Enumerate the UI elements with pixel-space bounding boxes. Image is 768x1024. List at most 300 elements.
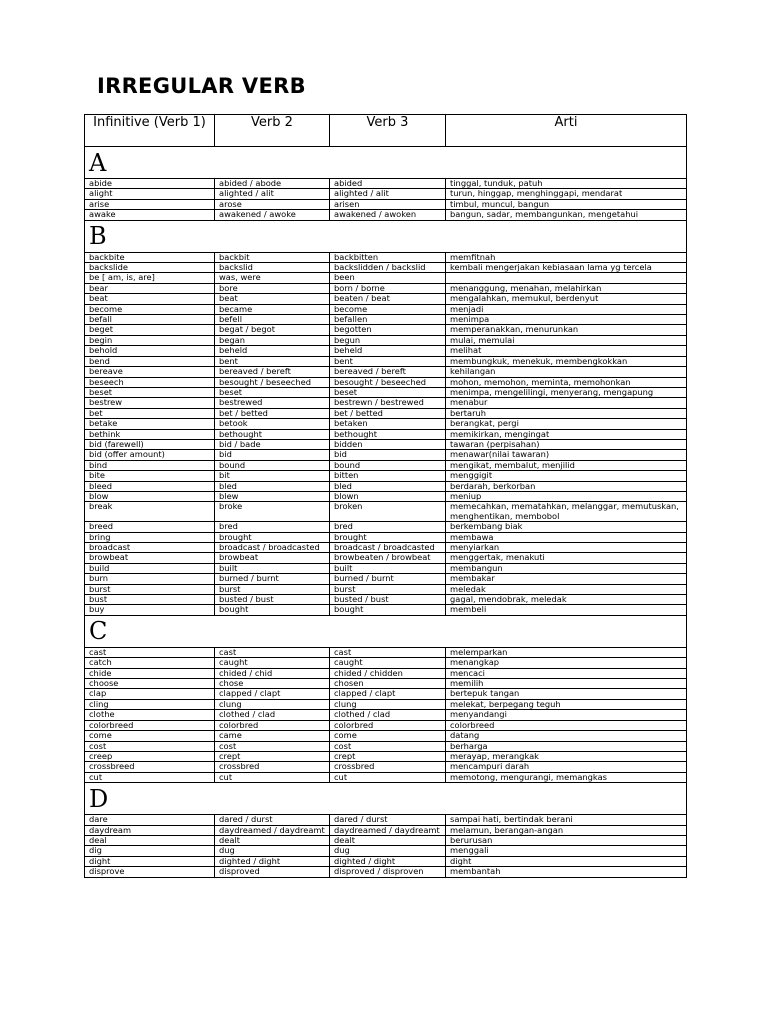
infinitive-cell: buy	[85, 605, 215, 615]
verb-2-cell: befell	[215, 315, 330, 325]
header-verb-3: Verb 3	[330, 115, 446, 147]
verb-2-cell: bent	[215, 356, 330, 366]
verb-2-cell: came	[215, 731, 330, 741]
table-row	[85, 315, 687, 325]
table-row	[85, 522, 687, 532]
table-row	[85, 710, 687, 720]
verb-3-cell: bound	[330, 460, 446, 470]
table-row	[85, 387, 687, 397]
arti-cell: memperanakkan, menurunkan	[446, 325, 687, 335]
table-row	[85, 563, 687, 573]
table-row	[85, 658, 687, 668]
table-row	[85, 367, 687, 377]
verb-3-cell: begotten	[330, 325, 446, 335]
verb-3-cell: alighted / alit	[330, 189, 446, 199]
section-letter-row	[85, 220, 687, 252]
arti-cell: bertepuk tangan	[446, 689, 687, 699]
infinitive-cell: backslide	[85, 263, 215, 273]
table-row	[85, 439, 687, 449]
verb-2-cell: bought	[215, 605, 330, 615]
arti-cell: mohon, memohon, meminta, memohonkan	[446, 377, 687, 387]
section-letter: D	[85, 783, 687, 815]
verb-3-cell: abided	[330, 179, 446, 189]
arti-cell: menanggung, menahan, melahirkan	[446, 283, 687, 293]
verb-2-cell: bet / betted	[215, 408, 330, 418]
table-row	[85, 460, 687, 470]
arti-cell: menabur	[446, 398, 687, 408]
verb-3-cell: clung	[330, 699, 446, 709]
verb-2-cell: clothed / clad	[215, 710, 330, 720]
verb-2-cell: dared / durst	[215, 815, 330, 825]
table-row	[85, 283, 687, 293]
arti-cell: menggali	[446, 846, 687, 856]
arti-cell: berangkat, pergi	[446, 419, 687, 429]
arti-cell: memilih	[446, 679, 687, 689]
infinitive-cell: browbeat	[85, 553, 215, 563]
infinitive-cell: beseech	[85, 377, 215, 387]
table-row	[85, 689, 687, 699]
infinitive-cell: bestrew	[85, 398, 215, 408]
table-row	[85, 408, 687, 418]
arti-cell: tinggal, tunduk, patuh	[446, 179, 687, 189]
table-row	[85, 846, 687, 856]
arti-cell: memotong, mengurangi, memangkas	[446, 772, 687, 782]
table-row	[85, 325, 687, 335]
arti-cell: sampai hati, bertindak berani	[446, 815, 687, 825]
verb-2-cell: broadcast / broadcasted	[215, 543, 330, 553]
infinitive-cell: disprove	[85, 867, 215, 877]
table-row	[85, 867, 687, 877]
table-row	[85, 699, 687, 709]
infinitive-cell: colorbreed	[85, 720, 215, 730]
table-body	[85, 147, 687, 878]
page-title: IRREGULAR VERB	[97, 74, 306, 98]
verb-3-cell: bred	[330, 522, 446, 532]
table-row	[85, 398, 687, 408]
infinitive-cell: creep	[85, 751, 215, 761]
section-letter-row	[85, 783, 687, 815]
arti-cell: mengalahkan, memukul, berdenyut	[446, 294, 687, 304]
infinitive-cell: bleed	[85, 481, 215, 491]
table-row	[85, 252, 687, 262]
header-verb-2: Verb 2	[215, 115, 330, 147]
table-row	[85, 574, 687, 584]
table-row	[85, 210, 687, 220]
infinitive-cell: become	[85, 304, 215, 314]
infinitive-cell: abide	[85, 179, 215, 189]
verb-3-cell: dealt	[330, 835, 446, 845]
table-row	[85, 450, 687, 460]
verb-3-cell: become	[330, 304, 446, 314]
verb-2-cell: alighted / alit	[215, 189, 330, 199]
verb-2-cell: beset	[215, 387, 330, 397]
verb-2-cell: dighted / dight	[215, 856, 330, 866]
arti-cell: bangun, sadar, membangunkan, mengetahui	[446, 210, 687, 220]
infinitive-cell: cast	[85, 647, 215, 657]
verb-3-cell: bet / betted	[330, 408, 446, 418]
table-row	[85, 762, 687, 772]
infinitive-cell: be [ am, is, are]	[85, 273, 215, 283]
infinitive-cell: bite	[85, 471, 215, 481]
arti-cell: melemparkan	[446, 647, 687, 657]
infinitive-cell: dare	[85, 815, 215, 825]
verb-2-cell: bethought	[215, 429, 330, 439]
table-row	[85, 294, 687, 304]
infinitive-cell: breed	[85, 522, 215, 532]
arti-cell: meniup	[446, 491, 687, 501]
infinitive-cell: bind	[85, 460, 215, 470]
verb-3-cell: bestrewn / bestrewed	[330, 398, 446, 408]
verb-3-cell: bereaved / bereft	[330, 367, 446, 377]
table-row	[85, 273, 687, 283]
verb-3-cell: begun	[330, 335, 446, 345]
verb-2-cell: cost	[215, 741, 330, 751]
infinitive-cell: cost	[85, 741, 215, 751]
infinitive-cell: bet	[85, 408, 215, 418]
arti-cell: membawa	[446, 532, 687, 542]
verb-3-cell: beset	[330, 387, 446, 397]
arti-cell: mengikat, membalut, menjilid	[446, 460, 687, 470]
table-row	[85, 741, 687, 751]
table-row	[85, 731, 687, 741]
verb-2-cell: became	[215, 304, 330, 314]
table-row	[85, 491, 687, 501]
arti-cell: berurusan	[446, 835, 687, 845]
table-row	[85, 772, 687, 782]
table-row	[85, 419, 687, 429]
arti-cell: meledak	[446, 584, 687, 594]
verb-3-cell: bled	[330, 481, 446, 491]
verb-3-cell: bid	[330, 450, 446, 460]
infinitive-cell: bear	[85, 283, 215, 293]
verb-3-cell: browbeaten / browbeat	[330, 553, 446, 563]
verb-3-cell: dug	[330, 846, 446, 856]
verb-3-cell: backbitten	[330, 252, 446, 262]
arti-cell: mencaci	[446, 668, 687, 678]
verb-3-cell: clothed / clad	[330, 710, 446, 720]
verb-2-cell: bred	[215, 522, 330, 532]
verb-3-cell: born / borne	[330, 283, 446, 293]
verb-3-cell: dighted / dight	[330, 856, 446, 866]
arti-cell: menimpa	[446, 315, 687, 325]
verb-2-cell: caught	[215, 658, 330, 668]
arti-cell: merayap, merangkak	[446, 751, 687, 761]
verb-2-cell: chided / chid	[215, 668, 330, 678]
table-row	[85, 481, 687, 491]
table-row	[85, 502, 687, 522]
table-row	[85, 584, 687, 594]
verb-2-cell: broke	[215, 502, 330, 522]
table-row	[85, 647, 687, 657]
verb-2-cell: bound	[215, 460, 330, 470]
infinitive-cell: broadcast	[85, 543, 215, 553]
verb-3-cell: dared / durst	[330, 815, 446, 825]
arti-cell: memikirkan, mengingat	[446, 429, 687, 439]
verb-3-cell: caught	[330, 658, 446, 668]
verb-2-cell: colorbred	[215, 720, 330, 730]
infinitive-cell: beat	[85, 294, 215, 304]
infinitive-cell: beset	[85, 387, 215, 397]
verb-3-cell: befallen	[330, 315, 446, 325]
infinitive-cell: cut	[85, 772, 215, 782]
infinitive-cell: break	[85, 502, 215, 522]
verb-2-cell: bereaved / bereft	[215, 367, 330, 377]
verb-2-cell: dug	[215, 846, 330, 856]
arti-cell: mencampuri darah	[446, 762, 687, 772]
arti-cell: melamun, berangan-angan	[446, 825, 687, 835]
arti-cell: menawar(nilai tawaran)	[446, 450, 687, 460]
verb-2-cell: dealt	[215, 835, 330, 845]
verb-2-cell: bid / bade	[215, 439, 330, 449]
infinitive-cell: bring	[85, 532, 215, 542]
arti-cell: membantah	[446, 867, 687, 877]
arti-cell: menggertak, menakuti	[446, 553, 687, 563]
verb-3-cell: blown	[330, 491, 446, 501]
verb-2-cell: crept	[215, 751, 330, 761]
arti-cell: melihat	[446, 346, 687, 356]
infinitive-cell: bust	[85, 595, 215, 605]
verb-3-cell: cast	[330, 647, 446, 657]
verb-2-cell: cut	[215, 772, 330, 782]
verb-2-cell: bit	[215, 471, 330, 481]
table-row	[85, 720, 687, 730]
header-arti: Arti	[446, 115, 687, 147]
verb-3-cell: betaken	[330, 419, 446, 429]
verb-3-cell: awakened / awoken	[330, 210, 446, 220]
infinitive-cell: beget	[85, 325, 215, 335]
verb-3-cell: busted / bust	[330, 595, 446, 605]
verb-3-cell: daydreamed / daydreamt	[330, 825, 446, 835]
verb-2-cell: betook	[215, 419, 330, 429]
verb-2-cell: busted / bust	[215, 595, 330, 605]
verb-2-cell: began	[215, 335, 330, 345]
arti-cell: memecahkan, mematahkan, melanggar, memutuskan, menghentikan, membobol	[446, 502, 687, 522]
section-letter: B	[85, 220, 687, 252]
verb-2-cell: backbit	[215, 252, 330, 262]
arti-cell: menjadi	[446, 304, 687, 314]
verb-2-cell: brought	[215, 532, 330, 542]
verb-2-cell: beat	[215, 294, 330, 304]
infinitive-cell: bid (offer amount)	[85, 450, 215, 460]
verb-2-cell: chose	[215, 679, 330, 689]
arti-cell: menggigit	[446, 471, 687, 481]
verb-2-cell: crossbred	[215, 762, 330, 772]
verb-2-cell: backslid	[215, 263, 330, 273]
verb-2-cell: browbeat	[215, 553, 330, 563]
arti-cell: turun, hinggap, menghinggapi, mendarat	[446, 189, 687, 199]
header-infinitive: Infinitive (Verb 1)	[85, 115, 215, 147]
table-row	[85, 356, 687, 366]
verb-3-cell: broadcast / broadcasted	[330, 543, 446, 553]
infinitive-cell: choose	[85, 679, 215, 689]
arti-cell: colorbreed	[446, 720, 687, 730]
arti-cell: melekat, berpegang teguh	[446, 699, 687, 709]
infinitive-cell: come	[85, 731, 215, 741]
table-row	[85, 751, 687, 761]
arti-cell: kembali mengerjakan kebiasaan lama yg tercela	[446, 263, 687, 273]
arti-cell: menyandangi	[446, 710, 687, 720]
table-row	[85, 532, 687, 542]
table-header-row	[85, 115, 687, 147]
verb-3-cell: crept	[330, 751, 446, 761]
arti-cell: menimpa, mengelilingi, menyerang, mengapung	[446, 387, 687, 397]
table-row	[85, 668, 687, 678]
arti-cell: berkembang biak	[446, 522, 687, 532]
verb-3-cell: chided / chidden	[330, 668, 446, 678]
verb-3-cell: come	[330, 731, 446, 741]
verb-2-cell: daydreamed / daydreamt	[215, 825, 330, 835]
infinitive-cell: build	[85, 563, 215, 573]
verb-2-cell: was, were	[215, 273, 330, 283]
verb-3-cell: bidden	[330, 439, 446, 449]
infinitive-cell: burst	[85, 584, 215, 594]
arti-cell: memfitnah	[446, 252, 687, 262]
table-row	[85, 189, 687, 199]
verb-3-cell: bent	[330, 356, 446, 366]
verb-2-cell: clapped / clapt	[215, 689, 330, 699]
arti-cell: gagal, mendobrak, meledak	[446, 595, 687, 605]
verb-2-cell: awakened / awoke	[215, 210, 330, 220]
verb-3-cell: besought / beseeched	[330, 377, 446, 387]
verb-2-cell: clung	[215, 699, 330, 709]
table-row	[85, 835, 687, 845]
verb-3-cell: backslidden / backslid	[330, 263, 446, 273]
verb-3-cell: been	[330, 273, 446, 283]
verb-3-cell: chosen	[330, 679, 446, 689]
infinitive-cell: behold	[85, 346, 215, 356]
arti-cell: membakar	[446, 574, 687, 584]
section-letter-row	[85, 615, 687, 647]
verb-3-cell: crossbred	[330, 762, 446, 772]
table-row	[85, 199, 687, 209]
verb-2-cell: built	[215, 563, 330, 573]
arti-cell: berdarah, berkorban	[446, 481, 687, 491]
verb-2-cell: bled	[215, 481, 330, 491]
table-row	[85, 605, 687, 615]
infinitive-cell: clothe	[85, 710, 215, 720]
verb-3-cell: beheld	[330, 346, 446, 356]
infinitive-cell: cling	[85, 699, 215, 709]
infinitive-cell: burn	[85, 574, 215, 584]
verb-3-cell: arisen	[330, 199, 446, 209]
verb-2-cell: bore	[215, 283, 330, 293]
verb-3-cell: broken	[330, 502, 446, 522]
arti-cell: membungkuk, menekuk, membengkokkan	[446, 356, 687, 366]
arti-cell: tawaran (perpisahan)	[446, 439, 687, 449]
verb-2-cell: beheld	[215, 346, 330, 356]
infinitive-cell: befall	[85, 315, 215, 325]
table-row	[85, 856, 687, 866]
verb-3-cell: built	[330, 563, 446, 573]
infinitive-cell: bend	[85, 356, 215, 366]
verb-2-cell: arose	[215, 199, 330, 209]
table-row	[85, 263, 687, 273]
verb-3-cell: brought	[330, 532, 446, 542]
verb-2-cell: bid	[215, 450, 330, 460]
verb-2-cell: abided / abode	[215, 179, 330, 189]
infinitive-cell: alight	[85, 189, 215, 199]
table-row	[85, 543, 687, 553]
table-row	[85, 429, 687, 439]
verb-3-cell: bitten	[330, 471, 446, 481]
infinitive-cell: dight	[85, 856, 215, 866]
section-letter-row	[85, 147, 687, 179]
arti-cell	[446, 273, 687, 283]
arti-cell: menangkap	[446, 658, 687, 668]
irregular-verb-table	[84, 114, 687, 878]
verb-3-cell: colorbred	[330, 720, 446, 730]
verb-3-cell: cost	[330, 741, 446, 751]
table-row	[85, 595, 687, 605]
infinitive-cell: arise	[85, 199, 215, 209]
table-row	[85, 825, 687, 835]
infinitive-cell: dig	[85, 846, 215, 856]
infinitive-cell: crossbreed	[85, 762, 215, 772]
infinitive-cell: backbite	[85, 252, 215, 262]
arti-cell: berharga	[446, 741, 687, 751]
table-row	[85, 679, 687, 689]
verb-2-cell: disproved	[215, 867, 330, 877]
verb-3-cell: bought	[330, 605, 446, 615]
infinitive-cell: chide	[85, 668, 215, 678]
infinitive-cell: catch	[85, 658, 215, 668]
arti-cell: kehilangan	[446, 367, 687, 377]
arti-cell: membangun	[446, 563, 687, 573]
arti-cell: timbul, muncul, bangun	[446, 199, 687, 209]
verb-3-cell: beaten / beat	[330, 294, 446, 304]
table-row	[85, 304, 687, 314]
infinitive-cell: begin	[85, 335, 215, 345]
infinitive-cell: awake	[85, 210, 215, 220]
verb-3-cell: clapped / clapt	[330, 689, 446, 699]
arti-cell: menyiarkan	[446, 543, 687, 553]
verb-3-cell: disproved / disproven	[330, 867, 446, 877]
verb-2-cell: burned / burnt	[215, 574, 330, 584]
table-row	[85, 179, 687, 189]
infinitive-cell: daydream	[85, 825, 215, 835]
table-row	[85, 471, 687, 481]
section-letter: C	[85, 615, 687, 647]
verb-2-cell: besought / beseeched	[215, 377, 330, 387]
arti-cell: membeli	[446, 605, 687, 615]
table-row	[85, 553, 687, 563]
table-row	[85, 815, 687, 825]
arti-cell: datang	[446, 731, 687, 741]
verb-2-cell: blew	[215, 491, 330, 501]
section-letter: A	[85, 147, 687, 179]
verb-2-cell: bestrewed	[215, 398, 330, 408]
verb-3-cell: burst	[330, 584, 446, 594]
infinitive-cell: clap	[85, 689, 215, 699]
verb-2-cell: begat / begot	[215, 325, 330, 335]
table-row	[85, 377, 687, 387]
arti-cell: bertaruh	[446, 408, 687, 418]
infinitive-cell: deal	[85, 835, 215, 845]
verb-2-cell: cast	[215, 647, 330, 657]
table-row	[85, 335, 687, 345]
infinitive-cell: bid (farewell)	[85, 439, 215, 449]
verb-3-cell: cut	[330, 772, 446, 782]
verb-3-cell: bethought	[330, 429, 446, 439]
verb-3-cell: burned / burnt	[330, 574, 446, 584]
arti-cell: mulai, memulai	[446, 335, 687, 345]
arti-cell: dight	[446, 856, 687, 866]
table-row	[85, 346, 687, 356]
infinitive-cell: bereave	[85, 367, 215, 377]
verb-2-cell: burst	[215, 584, 330, 594]
infinitive-cell: blow	[85, 491, 215, 501]
infinitive-cell: betake	[85, 419, 215, 429]
